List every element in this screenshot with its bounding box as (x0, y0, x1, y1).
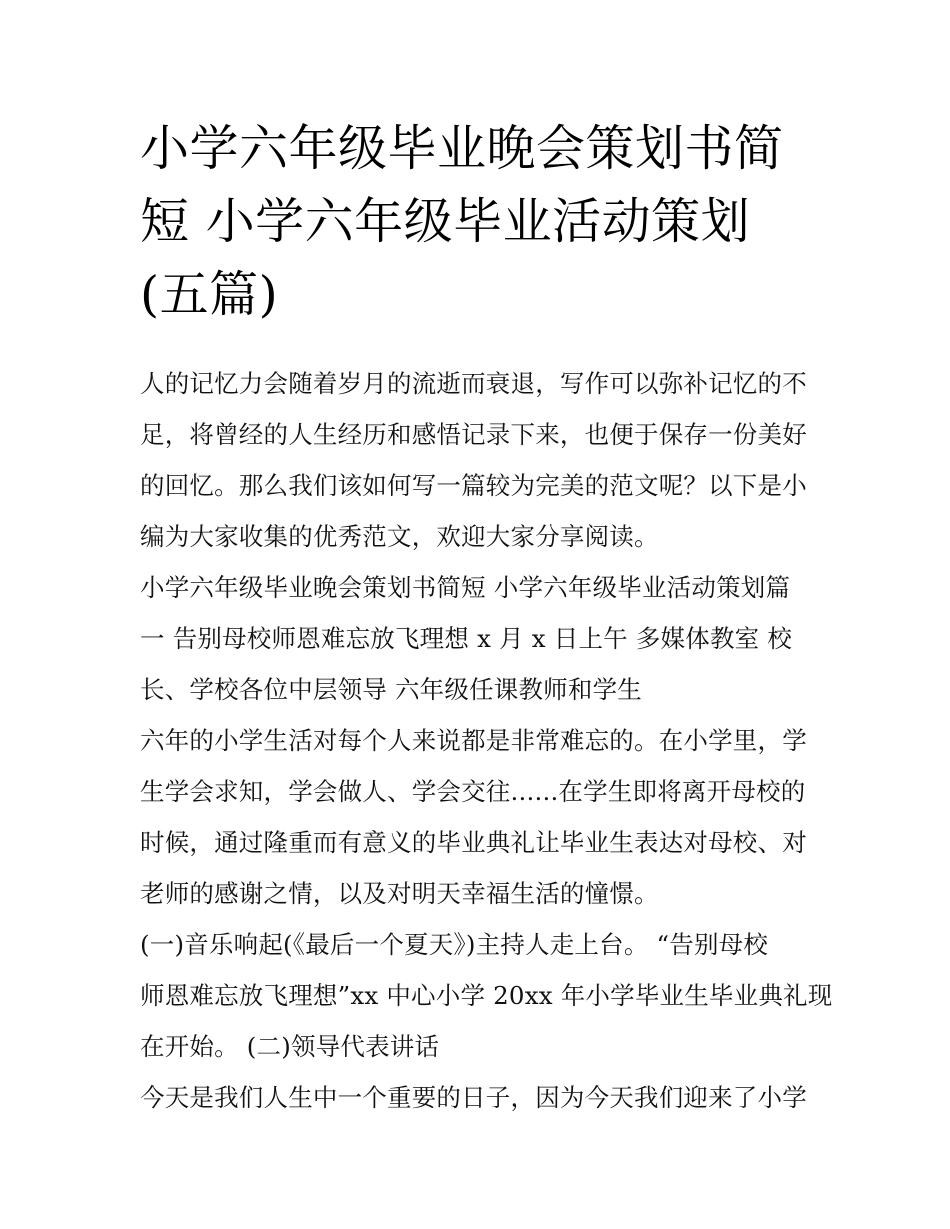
paragraph-procedure (140, 919, 833, 1072)
text-line: 在开始。 (二)领导代表讲话 (140, 1032, 440, 1061)
text-line: 生学会求知，学会做人、学会交往......在学生即将离开母校的 (140, 777, 806, 806)
title-line: (五篇) (140, 266, 279, 323)
text-line: 的回忆。那么我们该如何写一篇较为完美的范文呢？以下是小 (140, 471, 807, 500)
text-line: 一 告别母校师恩难忘放飞理想 x 月 x 日上午 多媒体教室 校 (140, 624, 793, 653)
text-line: (一)音乐响起(《最后一个夏天》)主持人走上台。 “告别母校 (140, 930, 769, 959)
text-line: 编为大家收集的优秀范文，欢迎大家分享阅读。 (140, 522, 659, 551)
document-title (140, 112, 830, 331)
paragraph-speech (140, 1072, 830, 1123)
text-line: 六年的小学生活对每个人来说都是非常难忘的。在小学里，学 (140, 726, 807, 755)
text-line: 时候，通过隆重而有意义的毕业典礼让毕业生表达对母校、对 (140, 828, 807, 857)
text-line: 小学六年级毕业晚会策划书简短 小学六年级毕业活动策划篇 (140, 573, 791, 602)
document-body (140, 358, 833, 1123)
paragraph-intro (140, 358, 830, 562)
text-line: 师恩难忘放飞理想”xx 中心小学 20xx 年小学毕业生毕业典礼现 (140, 981, 833, 1010)
text-line: 老师的感谢之情，以及对明天幸福生活的憧憬。 (140, 879, 659, 908)
paragraph-purpose (140, 715, 830, 919)
text-line: 长、学校各位中层领导 六年级任课教师和学生 (140, 675, 642, 704)
title-line: 短 小学六年级毕业活动策划 (140, 193, 751, 250)
title-line: 小学六年级毕业晚会策划书简 (140, 120, 784, 177)
text-line: 今天是我们人生中一个重要的日子，因为今天我们迎来了小学 (140, 1083, 807, 1112)
text-line: 足，将曾经的人生经历和感悟记录下来，也便于保存一份美好 (140, 420, 807, 449)
text-line: 人的记忆力会随着岁月的流逝而衰退，写作可以弥补记忆的不 (140, 369, 807, 398)
paragraph-heading (140, 562, 830, 715)
